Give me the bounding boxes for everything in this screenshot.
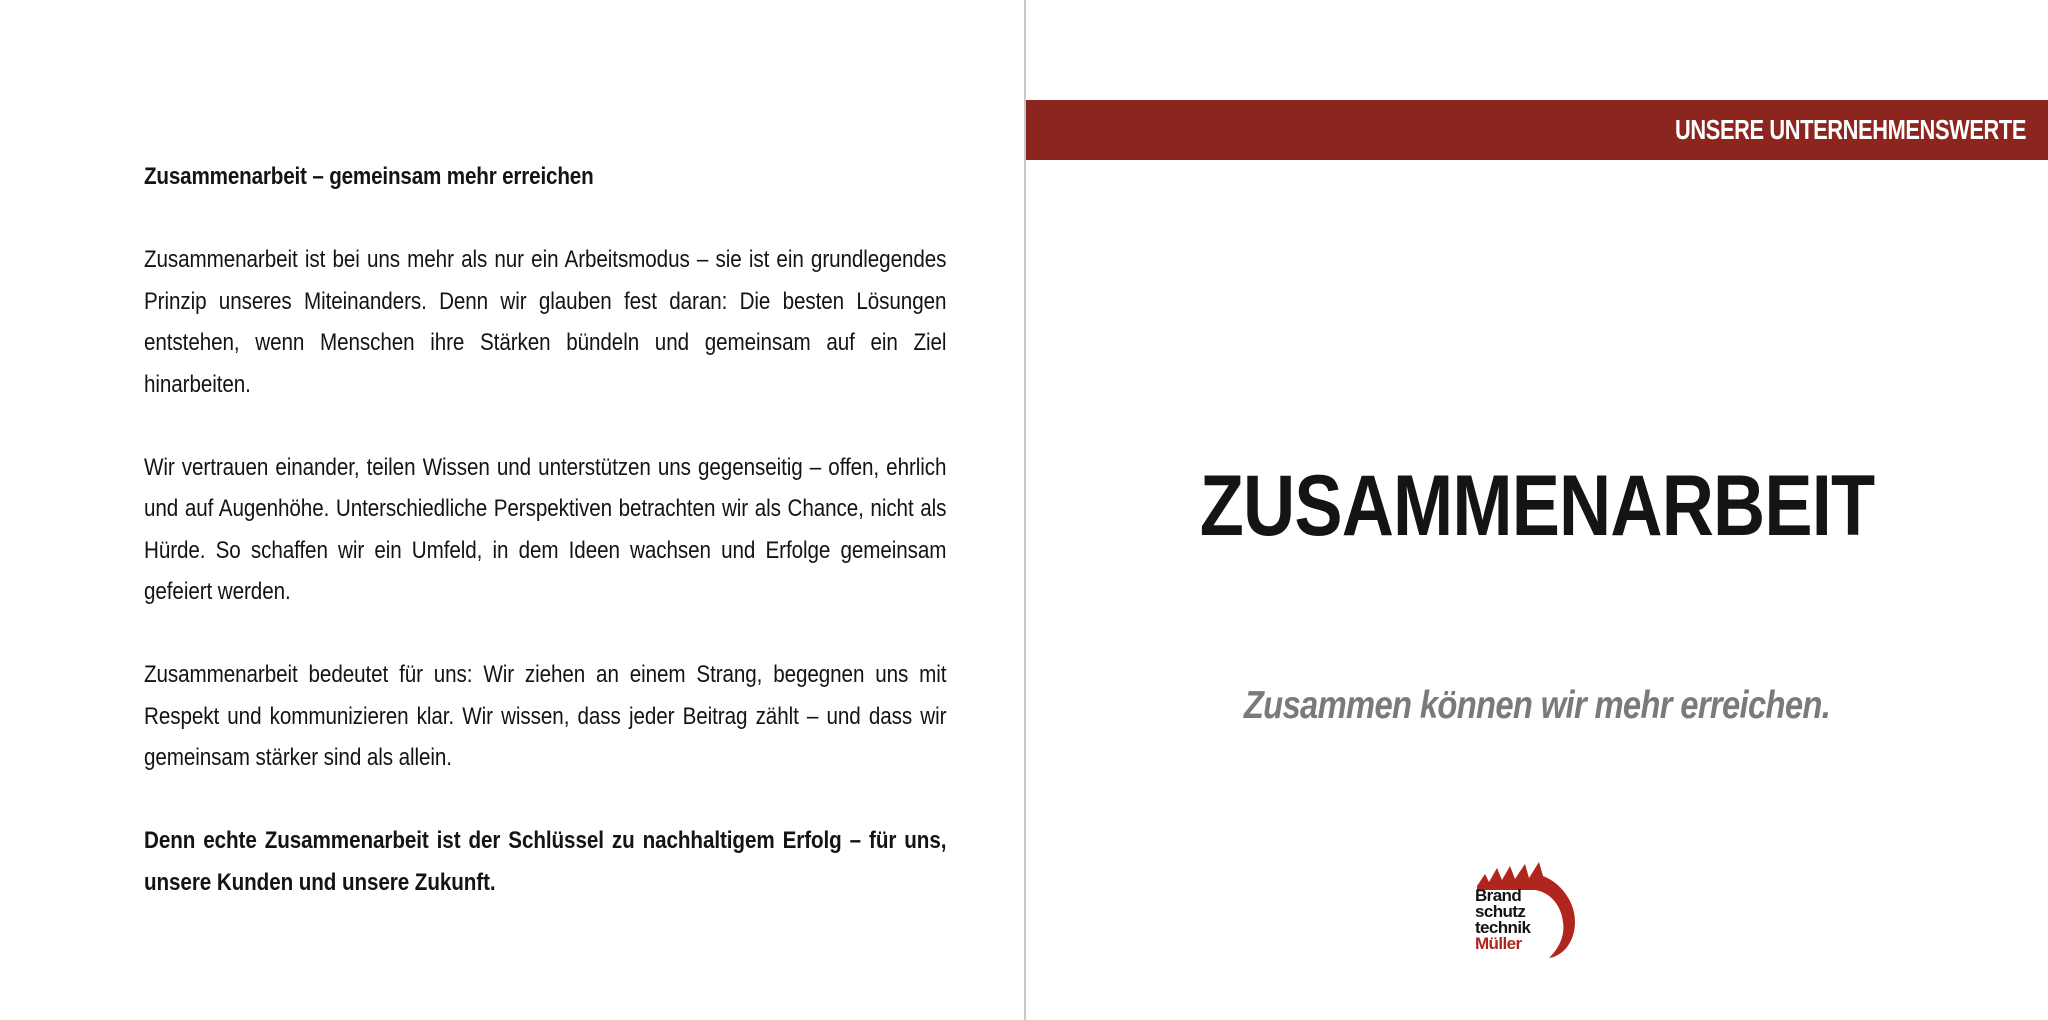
section-banner — [1026, 100, 2048, 160]
paragraph-3: Zusammenarbeit bedeutet für uns: Wir ziehen an einem Strang, begegnen uns mit Respekt und kommunizieren klar. Wir wissen, dass jeder Beitrag zählt – und dass wir gemeinsam stärker sind als allein. — [144, 661, 947, 771]
value-title: ZUSAMMENARBEIT — [1199, 458, 1875, 554]
paragraph-2: Wir vertrauen einander, teilen Wissen und unterstützen uns gegenseitig – offen, ehrlich und auf Augenhöhe. Unterschiedliche Perspektiven betrachten wir als Chance, nicht als Hürde. So schaffen wir ein Umfeld, in dem Ideen wachsen und Erfolge gemeinsam gefeiert werden. — [144, 453, 947, 605]
logo-line-1: Brand — [1475, 886, 1522, 905]
section-banner-label: UNSERE UNTERNEHMENSWERTE — [1674, 114, 2026, 145]
value-tagline: Zusammen können wir mehr erreichen. — [1243, 684, 1831, 727]
logo-line-2: schutz — [1475, 902, 1526, 921]
company-logo — [1475, 860, 1585, 960]
logo-line-4: Müller — [1475, 934, 1522, 953]
closing-statement: Denn echte Zusammenarbeit ist der Schlüssel zu nachhaltigem Erfolg – für uns, unsere Kunden und unsere Zukunft. — [144, 827, 947, 896]
logo-line-3: technik — [1475, 918, 1531, 937]
body-text-column — [144, 156, 946, 903]
section-heading: Zusammenarbeit – gemeinsam mehr erreichen — [144, 163, 594, 190]
right-page — [1026, 0, 2048, 1020]
paragraph-1: Zusammenarbeit ist bei uns mehr als nur ein Arbeitsmodus – sie ist ein grundlegendes Prinzip unseres Miteinanders. Denn wir glauben fest daran: Die besten Lösungen entstehen, wenn Menschen ihre Stärken bündeln und gemeinsam auf ein Ziel hinarbeiten. — [144, 246, 947, 398]
logo-wordmark — [1475, 888, 1530, 952]
